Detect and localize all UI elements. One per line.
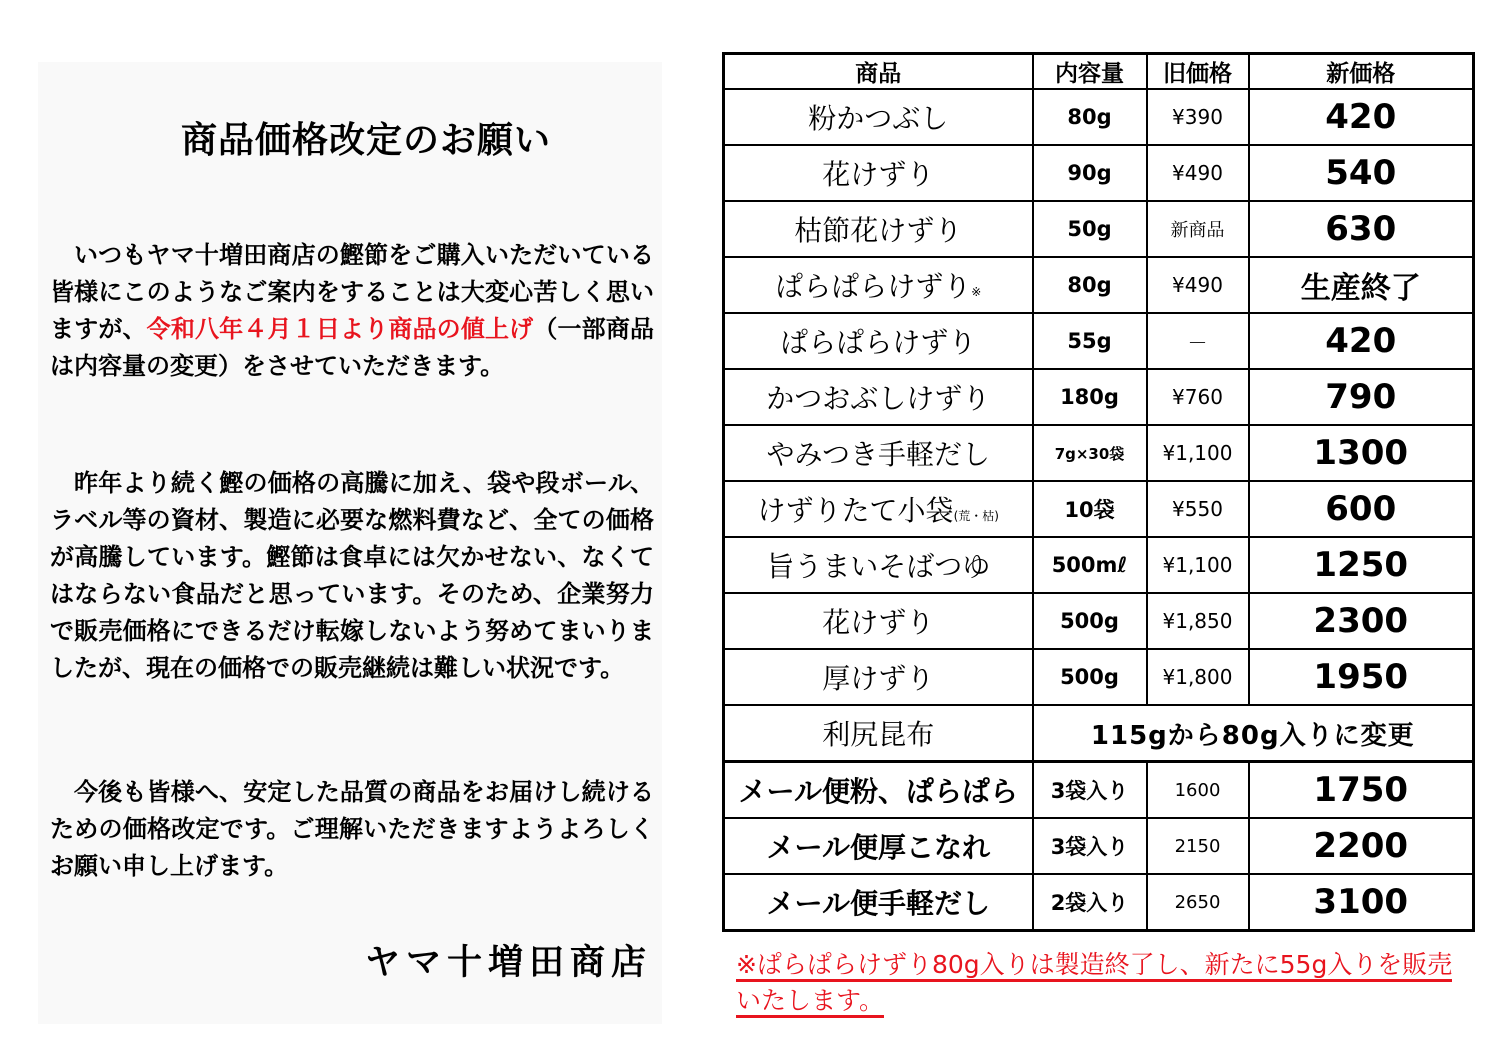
- table-row: [724, 537, 1474, 593]
- header-new-price: 新価格: [1249, 54, 1474, 90]
- new-price: 600: [1249, 481, 1474, 537]
- old-price: －: [1147, 313, 1249, 369]
- product-name: メール便厚こなれ: [724, 818, 1033, 874]
- footnote-mark: ※: [971, 285, 982, 299]
- old-price: ¥1,850: [1147, 593, 1249, 649]
- old-price: ¥550: [1147, 481, 1249, 537]
- old-price: ¥1,100: [1147, 425, 1249, 481]
- mail-row: [724, 874, 1474, 931]
- table-row: [724, 257, 1474, 313]
- notice-title: 商品価格改定のお願い: [180, 119, 551, 161]
- price-table: [722, 52, 1475, 932]
- product-quantity: 180g: [1033, 369, 1147, 425]
- product-name: 粉かつぶし: [724, 89, 1033, 145]
- new-price: 420: [1249, 89, 1474, 145]
- header-product: 商品: [724, 54, 1033, 90]
- notice-paragraph-2: 昨年より続く鰹の価格の高騰に加え、袋や段ボール、ラベル等の資材、製造に必要な燃料費など、全ての価格が高騰しています。鰹節は食卓には欠かせない、なくてはならない食品だと思っています。そのため、企業努力で販売価格にできるだけ転嫁しないよう努めてまいりましたが、現在の価格での販売継続は難しい状況です。: [50, 468, 654, 682]
- paragraph-1-text: いつもヤマ十増田商店の鰹節をご購入いただいている皆様にこのようなご案内をすることは大変心苦しく思いますが、: [50, 240, 654, 343]
- table-row: [724, 201, 1474, 257]
- product-name-cell: [724, 257, 1033, 313]
- product-name-cell: [724, 481, 1033, 537]
- product-name: やみつき手軽だし: [724, 425, 1033, 481]
- old-price: 2150: [1147, 818, 1249, 874]
- product-quantity: 80g: [1033, 257, 1147, 313]
- product-quantity: 3袋入り: [1033, 818, 1147, 874]
- mail-row: [724, 762, 1474, 819]
- new-price: 1250: [1249, 537, 1474, 593]
- old-price: ¥390: [1147, 89, 1249, 145]
- product-name: かつおぶしけずり: [724, 369, 1033, 425]
- footnote-text: ※ぱらぱらけずり80g入りは製造終了し、新たに55g入りを販売いたします。: [736, 950, 1452, 1018]
- table-row: [724, 313, 1474, 369]
- new-price: 540: [1249, 145, 1474, 201]
- paragraph-1-tail: （一部商品は内容量の変更）をさせていただきます。: [50, 314, 655, 380]
- product-quantity: 50g: [1033, 201, 1147, 257]
- product-quantity: 500mℓ: [1033, 537, 1147, 593]
- product-quantity: 500g: [1033, 649, 1147, 705]
- new-price: 生産終了: [1249, 257, 1474, 313]
- product-name: ぱらぱらけずり: [775, 270, 972, 303]
- quantity-change-note: 115gから80g入りに変更: [1033, 705, 1474, 762]
- old-price: 新商品: [1147, 201, 1249, 257]
- product-quantity: 55g: [1033, 313, 1147, 369]
- product-quantity: 7g×30袋: [1033, 425, 1147, 481]
- price-increase-date: 令和八年４月１日より商品の値上げ: [146, 314, 534, 343]
- new-price: 630: [1249, 201, 1474, 257]
- new-price: 1300: [1249, 425, 1474, 481]
- new-price: 1750: [1249, 762, 1474, 819]
- product-name: メール便手軽だし: [724, 874, 1033, 931]
- header-quantity: 内容量: [1033, 54, 1147, 90]
- header-old-price: 旧価格: [1147, 54, 1249, 90]
- product-quantity: 90g: [1033, 145, 1147, 201]
- new-price: 2200: [1249, 818, 1474, 874]
- kombu-row: [724, 705, 1474, 762]
- product-name: 枯節花けずり: [724, 201, 1033, 257]
- new-price: 790: [1249, 369, 1474, 425]
- product-quantity: 80g: [1033, 89, 1147, 145]
- table-row: [724, 593, 1474, 649]
- table-row: [724, 89, 1474, 145]
- product-quantity: 2袋入り: [1033, 874, 1147, 931]
- old-price: ¥490: [1147, 257, 1249, 313]
- variant-note: (荒・枯): [953, 509, 999, 523]
- notice-paragraph-1: [50, 236, 654, 384]
- mail-row: [724, 818, 1474, 874]
- product-name: 花けずり: [724, 145, 1033, 201]
- new-price: 3100: [1249, 874, 1474, 931]
- product-name: 厚けずり: [724, 649, 1033, 705]
- new-price: 420: [1249, 313, 1474, 369]
- product-name: 利尻昆布: [724, 705, 1033, 762]
- table-header-row: [724, 54, 1474, 90]
- table-row: [724, 481, 1474, 537]
- product-name: ぱらぱらけずり: [724, 313, 1033, 369]
- old-price: ¥490: [1147, 145, 1249, 201]
- product-quantity: 3袋入り: [1033, 762, 1147, 819]
- table-row: [724, 425, 1474, 481]
- new-price: 2300: [1249, 593, 1474, 649]
- old-price: 1600: [1147, 762, 1249, 819]
- product-quantity: 10袋: [1033, 481, 1147, 537]
- new-price: 1950: [1249, 649, 1474, 705]
- product-name: けずりたて小袋: [757, 494, 954, 527]
- table-row: [724, 145, 1474, 201]
- product-name: メール便粉、ぱらぱら: [724, 762, 1033, 819]
- product-quantity: 500g: [1033, 593, 1147, 649]
- shop-signature: ヤマ十増田商店: [364, 942, 652, 983]
- product-name: 花けずり: [724, 593, 1033, 649]
- old-price: 2650: [1147, 874, 1249, 931]
- old-price: ¥1,800: [1147, 649, 1249, 705]
- old-price: ¥760: [1147, 369, 1249, 425]
- table-row: [724, 649, 1474, 705]
- old-price: ¥1,100: [1147, 537, 1249, 593]
- notice-paragraph-3: 今後も皆様へ、安定した品質の商品をお届けし続けるための価格改定です。ご理解いただきますようよろしくお願い申し上げます。: [50, 777, 654, 880]
- product-name: 旨うまいそばつゆ: [724, 537, 1033, 593]
- table-row: [724, 369, 1474, 425]
- table-footnote: [736, 947, 1456, 1019]
